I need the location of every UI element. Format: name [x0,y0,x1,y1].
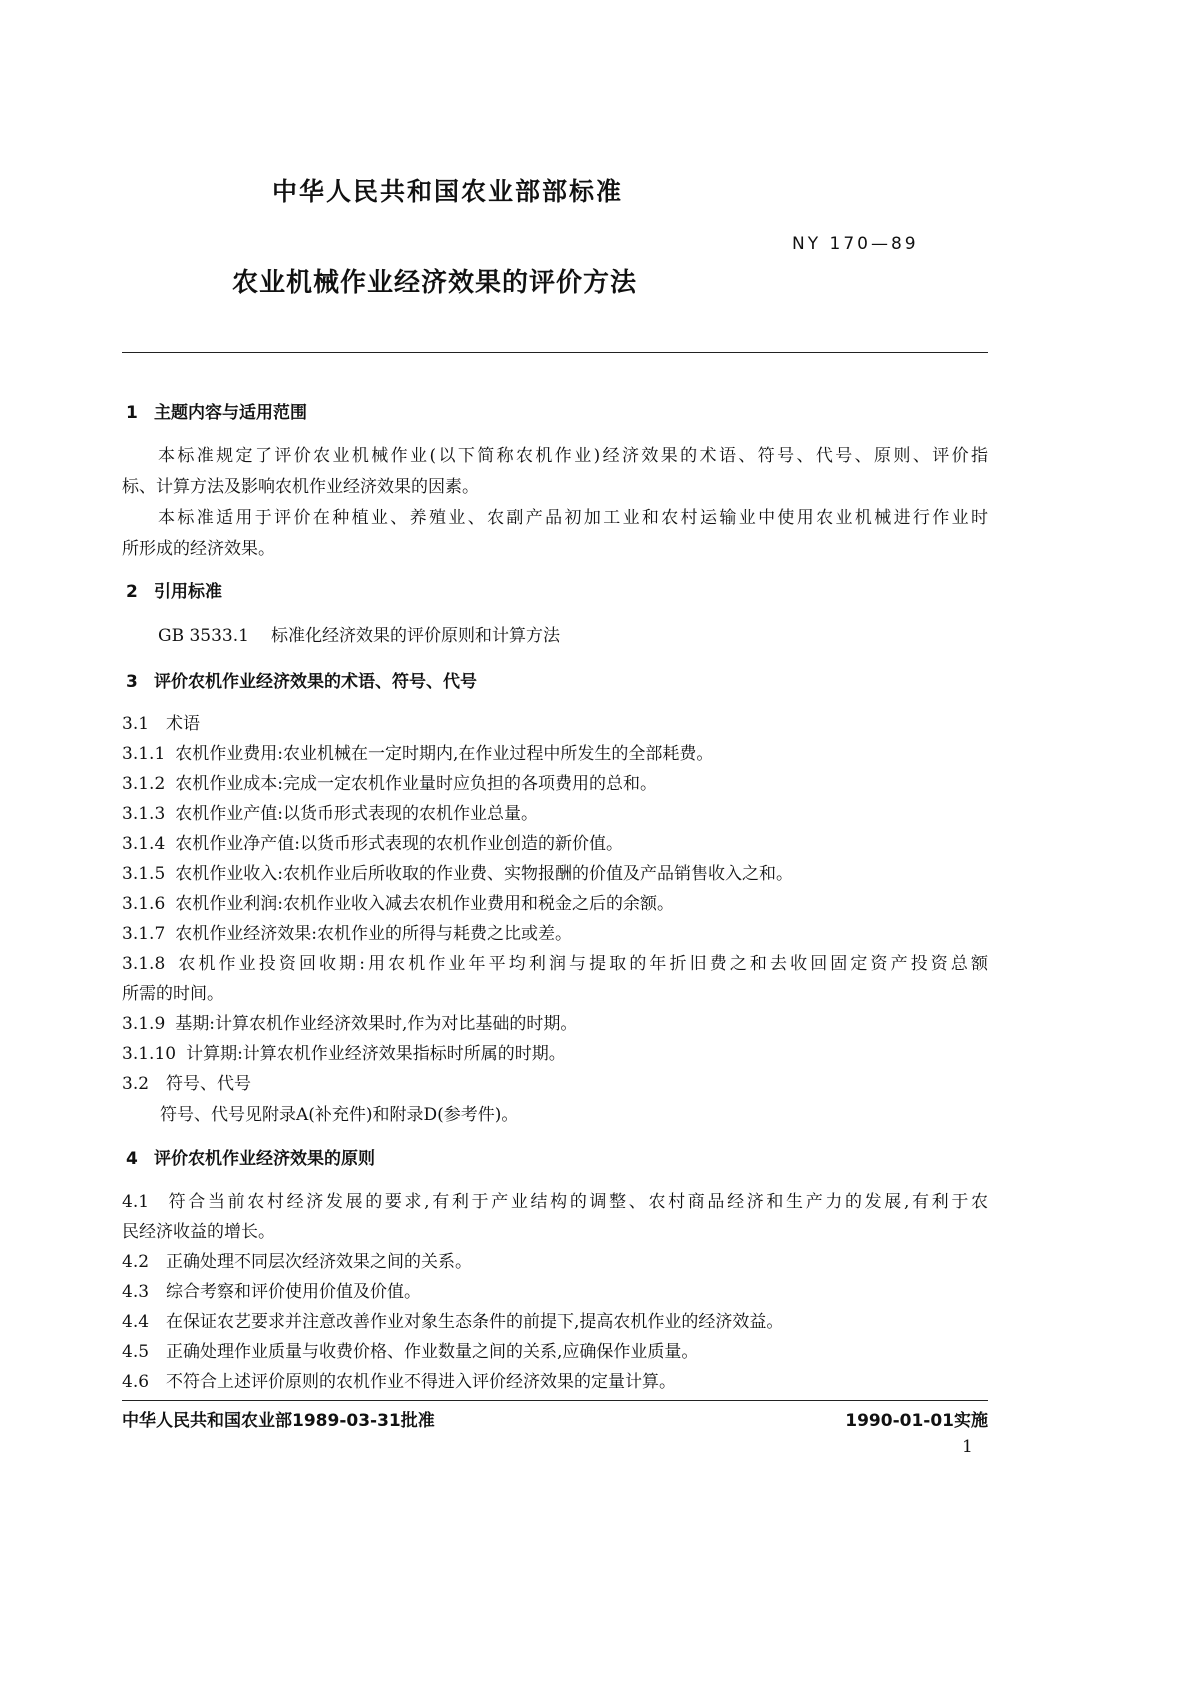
header-rule [122,352,988,353]
page-number: 1 [962,1437,973,1457]
clause-number: 4.1 [122,1192,150,1212]
clause-text: 农机作业费用:农业机械在一定时期内,在作业过程中所发生的全部耗费。 [175,744,714,764]
symbols-reference-text: 符号、代号见附录A(补充件)和附录D(参考件)。 [160,1105,519,1125]
clause-item [122,1069,251,1094]
clause-number: 3.2 [122,1074,150,1094]
clause-item [122,799,538,824]
clause-item [122,1009,577,1034]
clause-text: 农机作业利润:农机作业收入减去农机作业费用和税金之后的余额。 [175,894,674,914]
section-4-heading: 4 评价农机作业经济效果的原则 [126,1149,375,1169]
clause-number: 3.1.7 [122,924,166,944]
clause-text: 农机作业经济效果:农机作业的所得与耗费之比或差。 [175,924,572,944]
clause-number: 3.1.3 [122,804,166,824]
clause-text: 农机作业净产值:以货币形式表现的农机作业创造的新价值。 [175,834,623,854]
clause-item [122,949,988,974]
clause-number: 3.1.9 [122,1014,166,1034]
clause-text-continuation: 民经济收益的增长。 [122,1222,275,1242]
section-1-para-1-line-2: 标、计算方法及影响农机作业经济效果的因素。 [122,477,479,497]
clause-number: 4.6 [122,1372,150,1392]
clause-number: 3.1.2 [122,774,166,794]
section-1-heading: 1 主题内容与适用范围 [126,403,307,423]
org-title: 中华人民共和国农业部部标准 [272,177,624,206]
clause-text: 符合当前农村经济发展的要求,有利于产业结构的调整、农村商品经济和生产力的发展,有利于农 [166,1192,988,1212]
clause-number: 3.1.10 [122,1044,177,1064]
clause-text: 基期:计算农机作业经济效果时,作为对比基础的时期。 [175,1014,578,1034]
section-1-para-2-line-2: 所形成的经济效果。 [122,539,275,559]
clause-item [122,739,713,764]
clause-text: 术语 [166,714,200,734]
clause-item [122,769,657,794]
effective-date: 1990-01-01实施 [845,1411,988,1431]
clause-item [122,1367,676,1392]
clause-text: 农机作业收入:农机作业后所收取的作业费、实物报酬的价值及产品销售收入之和。 [175,864,793,884]
clause-item [122,1307,783,1332]
clause-item [122,829,623,854]
document-title: 农业机械作业经济效果的评价方法 [232,268,638,298]
clause-number: 4.2 [122,1252,150,1272]
clause-text: 正确处理作业质量与收费价格、作业数量之间的关系,应确保作业质量。 [166,1342,699,1362]
clause-text: 不符合上述评价原则的农机作业不得进入评价经济效果的定量计算。 [166,1372,676,1392]
clause-item [122,1277,421,1302]
clause-number: 3.1.6 [122,894,166,914]
clause-text: 符号、代号 [166,1074,251,1094]
section-1-para-1-line-1: 本标准规定了评价农业机械作业(以下简称农机作业)经济效果的术语、符号、代号、原则、评价指 [158,446,988,466]
clause-text: 正确处理不同层次经济效果之间的关系。 [166,1252,472,1272]
clause-item [122,709,200,734]
clause-text: 农机作业产值:以货币形式表现的农机作业总量。 [175,804,538,824]
clause-text: 综合考察和评价使用价值及价值。 [166,1282,421,1302]
clause-item [122,1247,472,1272]
clause-text: 在保证农艺要求并注意改善作业对象生态条件的前提下,提高农机作业的经济效益。 [166,1312,784,1332]
clause-number: 3.1.1 [122,744,166,764]
approval-date: 中华人民共和国农业部1989-03-31批准 [122,1411,435,1431]
clause-item [122,919,572,944]
section-3-heading: 3 评价农机作业经济效果的术语、符号、代号 [126,672,477,692]
clause-item [122,1337,698,1362]
clause-text: 农机作业成本:完成一定农机作业量时应负担的各项费用的总和。 [175,774,657,794]
standard-code: NY 170—89 [792,234,919,254]
clause-item [122,1187,988,1212]
clause-number: 4.5 [122,1342,150,1362]
section-1-para-2-line-1: 本标准适用于评价在种植业、养殖业、农副产品初加工业和农村运输业中使用农业机械进行作业时 [158,508,988,528]
footer-rule [122,1400,988,1401]
clause-number: 3.1.4 [122,834,166,854]
clause-text: 计算期:计算农机作业经济效果指标时所属的时期。 [186,1044,566,1064]
clause-item [122,889,674,914]
clause-number: 3.1 [122,714,150,734]
clause-item [122,1039,566,1064]
clause-number: 4.3 [122,1282,150,1302]
clause-number: 4.4 [122,1312,150,1332]
clause-text-continuation: 所需的时间。 [122,984,224,1004]
clause-text: 农机作业投资回收期:用农机作业年平均利润与提取的年折旧费之和去收回固定资产投资总额 [175,954,988,974]
reference-standard: GB 3533.1 标准化经济效果的评价原则和计算方法 [158,626,560,646]
clause-number: 3.1.5 [122,864,166,884]
clause-item [122,859,793,884]
section-2-heading: 2 引用标准 [126,582,222,602]
clause-number: 3.1.8 [122,954,166,974]
